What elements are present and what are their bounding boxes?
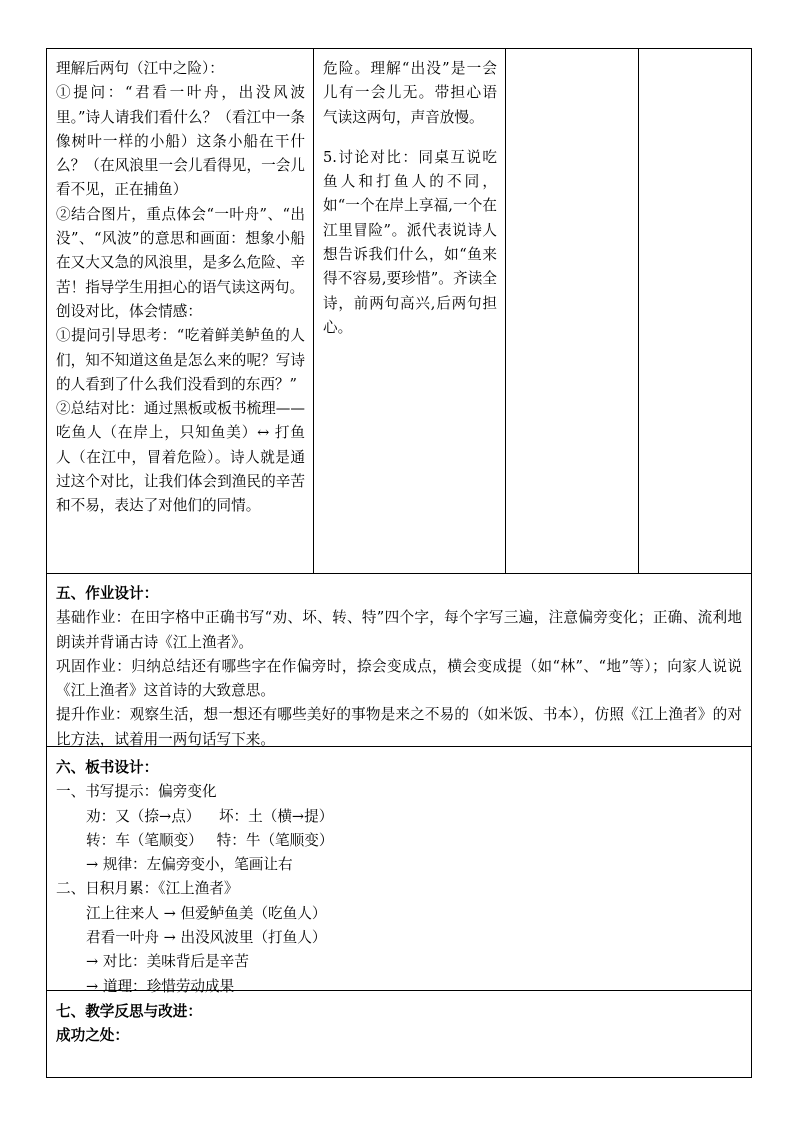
board-line: 君看一叶舟 → 出没风波里（打鱼人） — [86, 929, 327, 947]
board-line: 江上往来人 → 但爱鲈鱼美（吃鱼人） — [86, 904, 327, 922]
homework-line: 巩固作业：归纳总结还有哪些字在作偏旁时，捺会变成点，横会变成提（如“林”、“地”等）；向家人说说《江上渔者》这首诗的大致意思。 — [56, 657, 742, 700]
section-heading: 五、作业设计： — [56, 585, 159, 602]
teacher-activity-cell — [47, 49, 314, 573]
teaching-process-row — [47, 49, 751, 574]
homework-line: 提升作业：观察生活，想一想还有哪些美好的事物是来之不易的（如米饭、书本），仿照《江上渔者》的对比方法，试着用一两句话写下来。 — [56, 706, 742, 748]
paragraph: 危险。理解“出没”是一会儿有一会儿无。带担心语气读这两句，声音放慢。 — [323, 60, 497, 126]
paragraph: ①提问：“君看一叶舟，出没风波里。”诗人请我们看什么？（看江中一条像树叶一样的小船）这条小船在干什么？（在风浪里一会儿看得见，一会儿看不见，正在捕鱼） — [56, 84, 305, 199]
board-line: 转：车（笔顺变） 特：牛（笔顺变） — [86, 831, 334, 849]
board-subtitle: 二、日积月累：《江上渔者》 — [56, 880, 239, 898]
empty-cell — [639, 49, 751, 573]
section-heading: 六、板书设计： — [56, 759, 159, 776]
paragraph: ②总结对比：通过黑板或板书梳理——吃鱼人（在岸上，只知鱼美）↔ 打鱼人（在江中，冒着危险）。诗人就是通过这个对比，让我们体会到渔民的辛苦和不易，表达了对他们的同情。 — [56, 400, 305, 515]
paragraph: ②结合图片，重点体会“一叶舟”、“出没”、“风波”的意思和画面：想象小船在又大又急的风浪里，是多么危险、辛苦！指导学生用担心的语气读这两句。 — [56, 205, 305, 296]
board-line: → 道理：珍惜劳动成果 — [86, 977, 235, 995]
empty-cell — [506, 49, 639, 573]
lesson-plan-page — [46, 48, 752, 1078]
paragraph: 5.讨论对比：同桌互说吃鱼人和打鱼人的不同，如“一个在岸上享福,一个在江里冒险”。派代表说诗人想告诉我们什么，如“鱼来得不容易,要珍惜”。齐读全诗，前两句高兴,后两句担心。 — [323, 148, 497, 336]
paragraph: 理解后两句（江中之险）： — [56, 60, 224, 77]
spacer — [323, 130, 497, 146]
board-design-section — [47, 747, 751, 995]
reflection-subheading: 成功之处： — [56, 1027, 129, 1045]
reflection-section — [47, 991, 751, 1077]
section-heading: 七、教学反思与改进： — [56, 1003, 202, 1020]
student-activity-cell — [314, 49, 506, 573]
homework-section — [47, 573, 751, 747]
homework-line: 基础作业：在田字格中正确书写“劝、坏、转、特”四个字，每个字写三遍，注意偏旁变化；正确、流利地朗读并背诵古诗《江上渔者》。 — [56, 609, 742, 651]
paragraph: 创设对比，体会情感： — [56, 302, 202, 320]
board-line: → 规律：左偏旁变小，笔画让右 — [86, 856, 293, 874]
board-line: 劝：又（捺→点） 坏：土（横→提） — [86, 807, 334, 825]
board-line: → 对比：美味背后是辛苦 — [86, 953, 249, 971]
paragraph: ①提问引导思考：“吃着鲜美鲈鱼的人们，知不知道这鱼是怎么来的呢？写诗的人看到了什么我们没看到的东西？” — [56, 327, 305, 393]
board-subtitle: 一、书写提示：偏旁变化 — [56, 783, 217, 801]
